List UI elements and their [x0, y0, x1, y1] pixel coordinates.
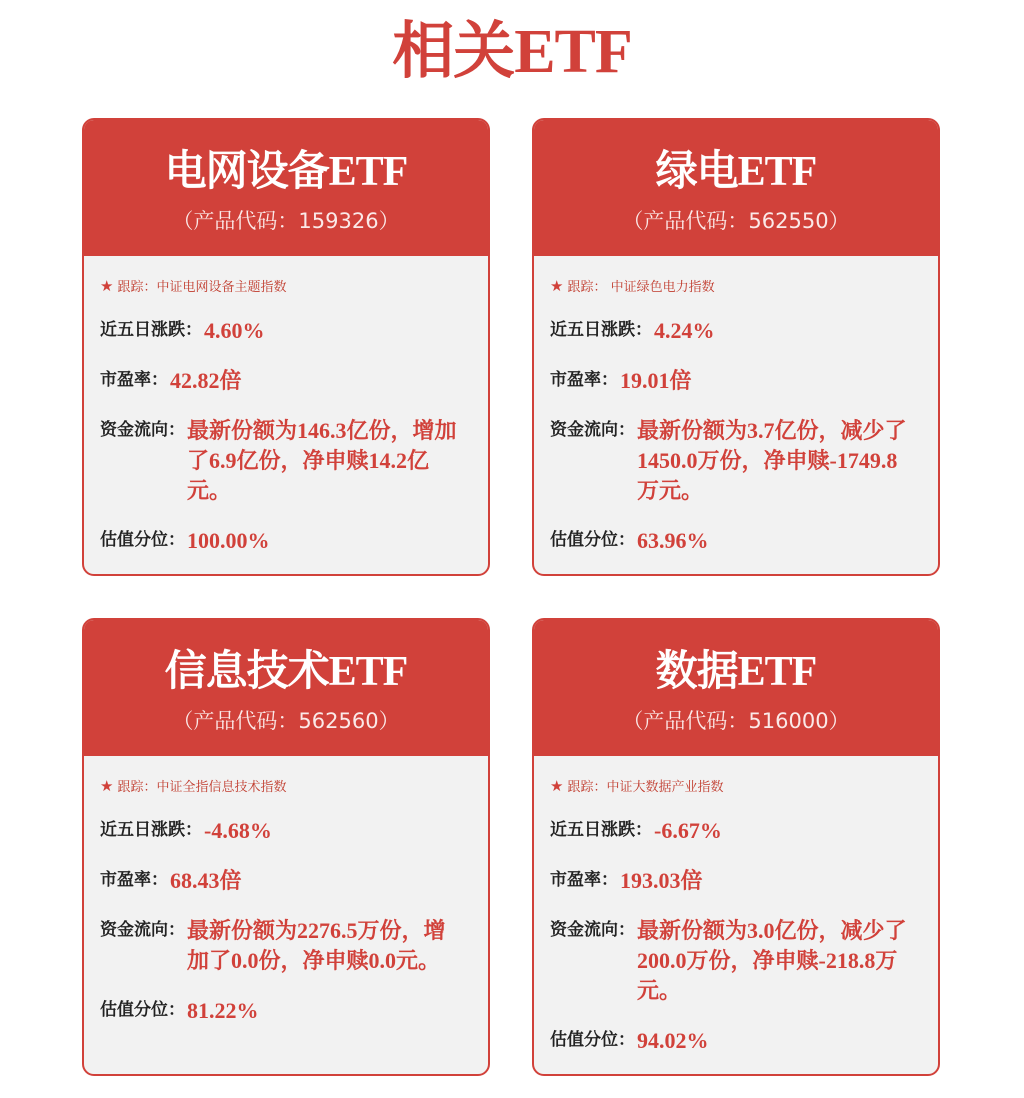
flow-label: 资金流向： [100, 920, 185, 940]
etf-name: 绿电ETF [655, 149, 817, 195]
row-valuation [100, 526, 476, 556]
flow-value: 最新份额为3.7亿份，减少了1450.0万份，净申赎-1749.8万元。 [637, 418, 907, 503]
product-code: （产品代码：562560） [172, 709, 400, 733]
row-pe [100, 866, 476, 896]
tracking-index [550, 276, 715, 298]
change-5d-label: 近五日涨跌： [550, 320, 652, 340]
row-flow [550, 416, 926, 506]
card-header [84, 120, 488, 256]
row-change-5d [100, 816, 476, 846]
track-index-name: 中证绿色电力指数 [606, 280, 715, 295]
pe-label: 市盈率： [100, 370, 168, 390]
row-valuation [550, 526, 926, 556]
flow-label: 资金流向： [100, 420, 185, 440]
valuation-label: 估值分位： [100, 530, 185, 550]
etf-card-green-power [532, 118, 940, 576]
row-flow [100, 416, 476, 506]
row-change-5d [550, 316, 926, 346]
track-label: 跟踪： [117, 780, 157, 795]
pe-value: 42.82倍 [170, 368, 242, 393]
track-label: 跟踪： [567, 780, 607, 795]
change-5d-label: 近五日涨跌： [100, 820, 202, 840]
flow-value: 最新份额为146.3亿份，增加了6.9亿份，净申赎14.2亿元。 [187, 418, 457, 503]
change-5d-value: -4.68% [204, 818, 272, 843]
page-title: 相关ETF [392, 18, 632, 86]
pe-label: 市盈率： [550, 870, 618, 890]
star-icon: ★ [550, 277, 564, 295]
card-header [534, 620, 938, 756]
row-flow [100, 916, 476, 976]
row-valuation [550, 1026, 926, 1056]
pe-label: 市盈率： [550, 370, 618, 390]
tracking-index [550, 776, 723, 798]
pe-label: 市盈率： [100, 870, 168, 890]
valuation-label: 估值分位： [550, 530, 635, 550]
pe-value: 193.03倍 [620, 868, 703, 893]
row-flow [550, 916, 926, 1006]
valuation-value: 94.02% [637, 1028, 709, 1053]
change-5d-value: -6.67% [654, 818, 722, 843]
etf-card-big-data [532, 618, 940, 1076]
track-index-name: 中证大数据产业指数 [606, 780, 724, 795]
change-5d-value: 4.60% [204, 318, 265, 343]
tracking-index [100, 276, 286, 298]
star-icon: ★ [550, 777, 564, 795]
row-pe [550, 366, 926, 396]
change-5d-label: 近五日涨跌： [550, 820, 652, 840]
etf-name: 数据ETF [655, 649, 817, 695]
star-icon: ★ [100, 277, 114, 295]
flow-label: 资金流向： [550, 420, 635, 440]
tracking-index [100, 776, 286, 798]
change-5d-label: 近五日涨跌： [100, 320, 202, 340]
card-header [534, 120, 938, 256]
track-index-name: 中证电网设备主题指数 [156, 280, 287, 295]
row-change-5d [100, 316, 476, 346]
card-header [84, 620, 488, 756]
row-pe [550, 866, 926, 896]
flow-value: 最新份额为3.0亿份，减少了200.0万份，净申赎-218.8万元。 [637, 918, 907, 1003]
flow-label: 资金流向： [550, 920, 635, 940]
valuation-label: 估值分位： [100, 1000, 185, 1020]
product-code: （产品代码：159326） [172, 209, 400, 233]
track-label: 跟踪： [567, 280, 607, 295]
row-valuation [100, 996, 476, 1026]
product-code: （产品代码：516000） [622, 709, 850, 733]
change-5d-value: 4.24% [654, 318, 715, 343]
flow-value: 最新份额为2276.5万份，增加了0.0份，净申赎0.0元。 [187, 918, 446, 973]
pe-value: 19.01倍 [620, 368, 692, 393]
etf-name: 信息技术ETF [164, 649, 408, 695]
row-pe [100, 366, 476, 396]
product-code: （产品代码：562550） [622, 209, 850, 233]
valuation-value: 100.00% [187, 528, 270, 553]
etf-card-info-tech [82, 618, 490, 1076]
track-label: 跟踪： [117, 280, 157, 295]
star-icon: ★ [100, 777, 114, 795]
valuation-value: 81.22% [187, 998, 259, 1023]
etf-card-grid-equipment [82, 118, 490, 576]
row-change-5d [550, 816, 926, 846]
etf-name: 电网设备ETF [164, 149, 408, 195]
valuation-label: 估值分位： [550, 1030, 635, 1050]
valuation-value: 63.96% [637, 528, 709, 553]
pe-value: 68.43倍 [170, 868, 242, 893]
track-index-name: 中证全指信息技术指数 [156, 780, 287, 795]
